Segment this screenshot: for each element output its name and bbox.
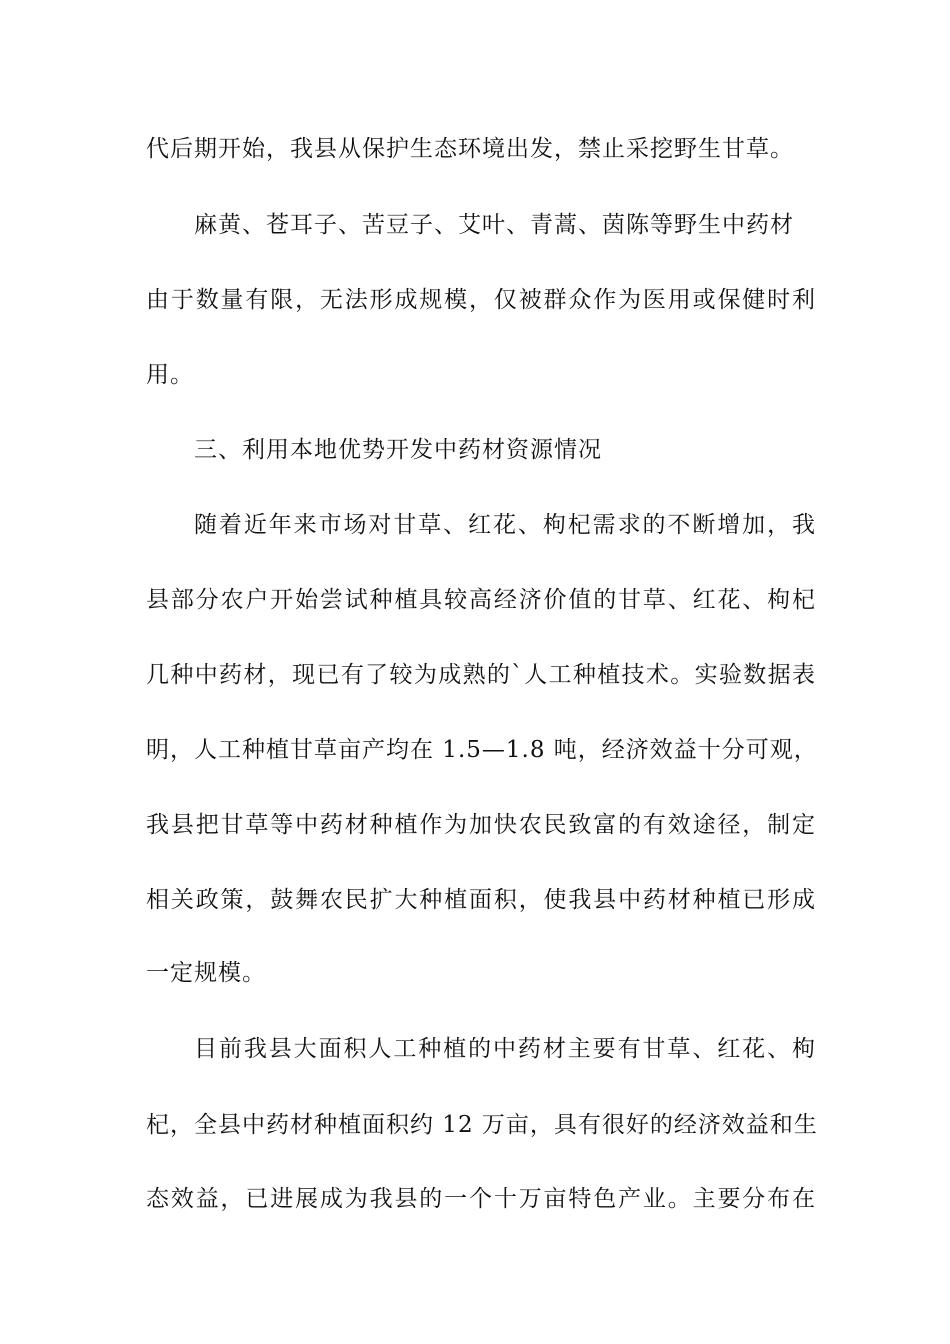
paragraph-line: 我县把甘草等中药材种植作为加快农民致富的有效途径，制定 [146,812,816,838]
paragraph-line: 麻黄、苍耳子、苦豆子、艾叶、青蒿、茵陈等野生中药材 [194,212,794,238]
paragraph-line: 目前我县大面积人工种植的中药材主要有甘草、红花、枸 [194,1036,816,1062]
paragraph-line: 一定规模。 [146,960,266,986]
paragraph-line: 杞，全县中药材种植面积约 12 万亩，具有很好的经济效益和生 [146,1112,818,1138]
paragraph-line: 明，人工种植甘草亩产均在 1.5—1.8 吨，经济效益十分可观， [146,737,818,763]
paragraph-line: 随着近年来市场对甘草、红花、枸杞需求的不断增加，我 [194,512,816,538]
paragraph-line: 代后期开始，我县从保护生态环境出发，禁止采挖野生甘草。 [146,136,794,162]
paragraph-line: 县部分农户开始尝试种植具较高经济价值的甘草、红花、枸杞 [146,587,816,613]
paragraph-line: 态效益，已进展成为我县的一个十万亩特色产业。主要分布在 [146,1186,816,1212]
paragraph-line: 相关政策，鼓舞农民扩大种植面积，使我县中药材种植已形成 [146,887,816,913]
paragraph-line: 几种中药材，现已有了较为成熟的`人工种植技术。实验数据表 [146,662,816,688]
paragraph-line: 用。 [146,362,194,388]
paragraph-line: 由于数量有限，无法形成规模，仅被群众作为医用或保健时利 [146,287,816,313]
section-heading: 三、利用本地优势开发中药材资源情况 [194,437,602,463]
